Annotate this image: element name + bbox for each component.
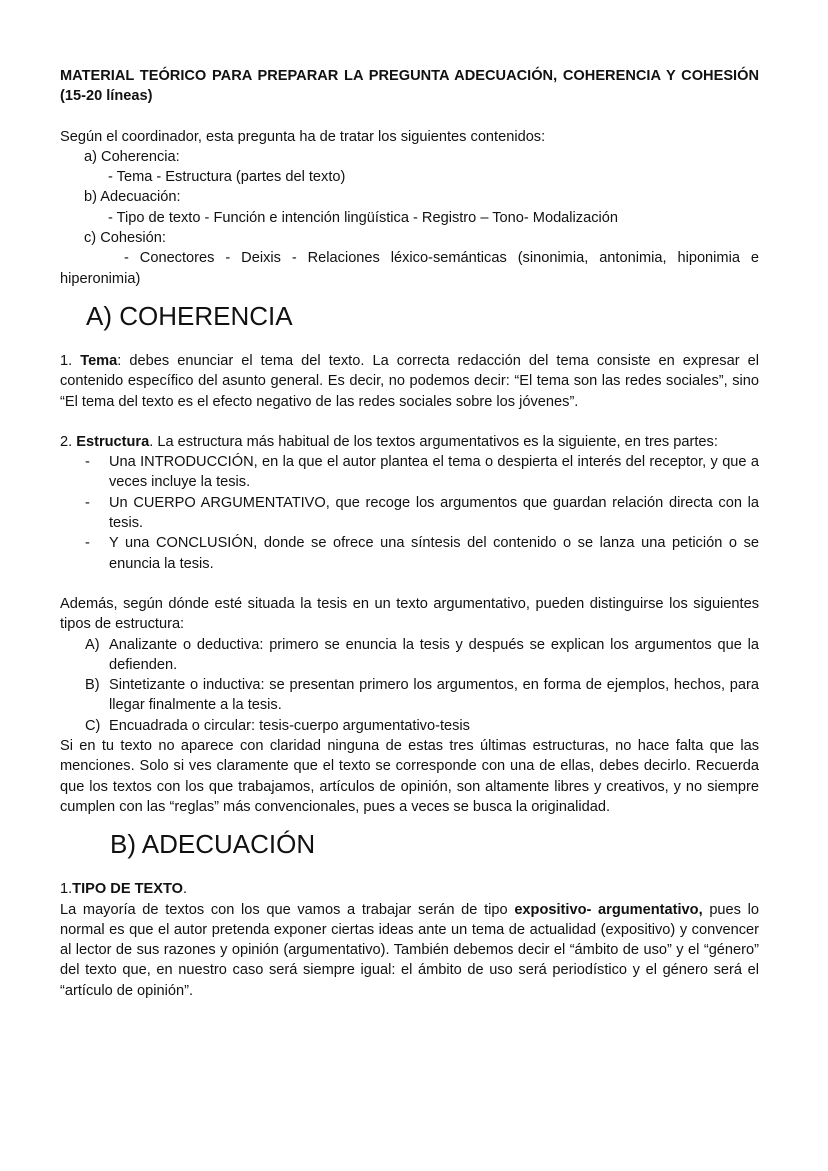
tipo-text-1: La mayoría de textos con los que vamos a trabajar serán de tipo xyxy=(60,901,515,918)
tipo-texto-paragraph xyxy=(60,900,759,1001)
tipo-texto-heading xyxy=(60,879,759,899)
list-item xyxy=(60,635,759,676)
list-text: Analizante o deductiva: primero se enuncia la tesis y después se explican los argumentos que la defienden. xyxy=(109,636,759,673)
list-marker: B) xyxy=(85,677,100,694)
list-item xyxy=(60,533,759,574)
intro-item-a-content: - Tema - Estructura (partes del texto) xyxy=(108,169,346,186)
estructura-label: Estructura xyxy=(76,433,150,450)
document-page xyxy=(60,66,759,1001)
tipo-number: 1. xyxy=(60,881,73,898)
list-marker: - xyxy=(85,494,90,511)
list-marker: C) xyxy=(85,717,101,734)
tema-label: Tema xyxy=(80,352,118,369)
heading-coherencia: A) COHERENCIA xyxy=(86,300,293,331)
estructura-text: . La estructura más habitual de los textos argumentativos es la siguiente, en tres partes: xyxy=(149,433,718,450)
list-item xyxy=(60,452,759,493)
list-item xyxy=(60,716,759,736)
intro-item-a-label: a) Coherencia: xyxy=(84,148,180,165)
intro-lead: Según el coordinador, esta pregunta ha de tratar los siguientes contenidos: xyxy=(60,128,546,145)
cierre-paragraph: Si en tu texto no aparece con claridad ninguna de estas tres últimas estructuras, no hace falta que las menciones. Solo si ves claramente que el texto se corresponde con una de ellas, debes decirlo. Recuerda que los textos con los que trabajamos, artículos de opinión, son altamente libres y creativos, y no siempre cumplen con las “reglas” más convencionales, pues a veces se busca la originalidad. xyxy=(60,738,759,815)
list-text: Un CUERPO ARGUMENTATIVO, que recoge los argumentos que guardan relación directa con la tesis. xyxy=(109,494,759,532)
tipo-text-2: pues lo normal es que el autor pretenda exponer ciertas ideas ante un tema de actualidad (expositivo) y convencer al lector de sus razones y opinión (argumentativo). También debemos decir el “ámbito de uso” y el “género” del texto que, en nuestro caso será siempre igual: el ámbito de uso será periodístico y el género será el “artículo de opinión”. xyxy=(60,901,759,999)
tipos-intro-paragraph: Además, según dónde esté situada la tesis en un texto argumentativo, pueden distinguirse los siguientes tipos de estructura: xyxy=(60,595,759,633)
tema-paragraph xyxy=(60,351,759,412)
intro-item-b-content: - Tipo de texto - Función e intención lingüística - Registro – Tono- Modalización xyxy=(108,209,618,226)
intro-item-c-content: - Conectores - Deixis - Relaciones léxico-semánticas (sinonimia, antonimia, hiponimia e hiperonimia) xyxy=(60,250,759,287)
list-marker: - xyxy=(85,454,90,471)
tipo-dot: . xyxy=(183,881,188,898)
tema-text: : debes enunciar el tema del texto. La correcta redacción del tema consiste en expresar el contenido específico del asunto general. Es decir, no podemos decir: “El tema son las redes sociales”, sino “El tema del texto es el efecto negativo de las redes sociales sobre los jóvenes”. xyxy=(60,352,759,410)
list-text: Una INTRODUCCIÓN, en la que el autor plantea el tema o despierta el interés del receptor, y que a veces incluye la tesis. xyxy=(109,454,759,491)
list-text: Sintetizante o inductiva: se presentan primero los argumentos, en forma de ejemplos, hechos, para llegar finalmente a la tesis. xyxy=(109,677,759,714)
heading-adecuacion: B) ADECUACIÓN xyxy=(110,829,316,860)
estructura-paragraph xyxy=(60,432,759,452)
tema-number: 1. xyxy=(60,352,81,369)
document-title: MATERIAL TEÓRICO PARA PREPARAR LA PREGUNTA ADECUACIÓN, COHERENCIA Y COHESIÓN (15-20 líneas) xyxy=(60,68,759,105)
list-item xyxy=(60,493,759,534)
list-item xyxy=(60,675,759,716)
list-text: Encuadrada o circular: tesis-cuerpo argumentativo-tesis xyxy=(109,717,470,734)
intro-item-c-label: c) Cohesión: xyxy=(84,230,166,247)
list-marker: A) xyxy=(85,636,100,653)
list-text: Y una CONCLUSIÓN, donde se ofrece una síntesis del contenido o se lanza una petición o se enuncia la tesis. xyxy=(109,535,759,572)
tipo-label: TIPO DE TEXTO xyxy=(72,881,183,898)
tipo-text-bold: expositivo- argumentativo, xyxy=(514,901,703,918)
list-marker: - xyxy=(85,535,90,552)
intro-item-b-label: b) Adecuación: xyxy=(84,189,181,206)
estructura-number: 2. xyxy=(60,433,77,450)
